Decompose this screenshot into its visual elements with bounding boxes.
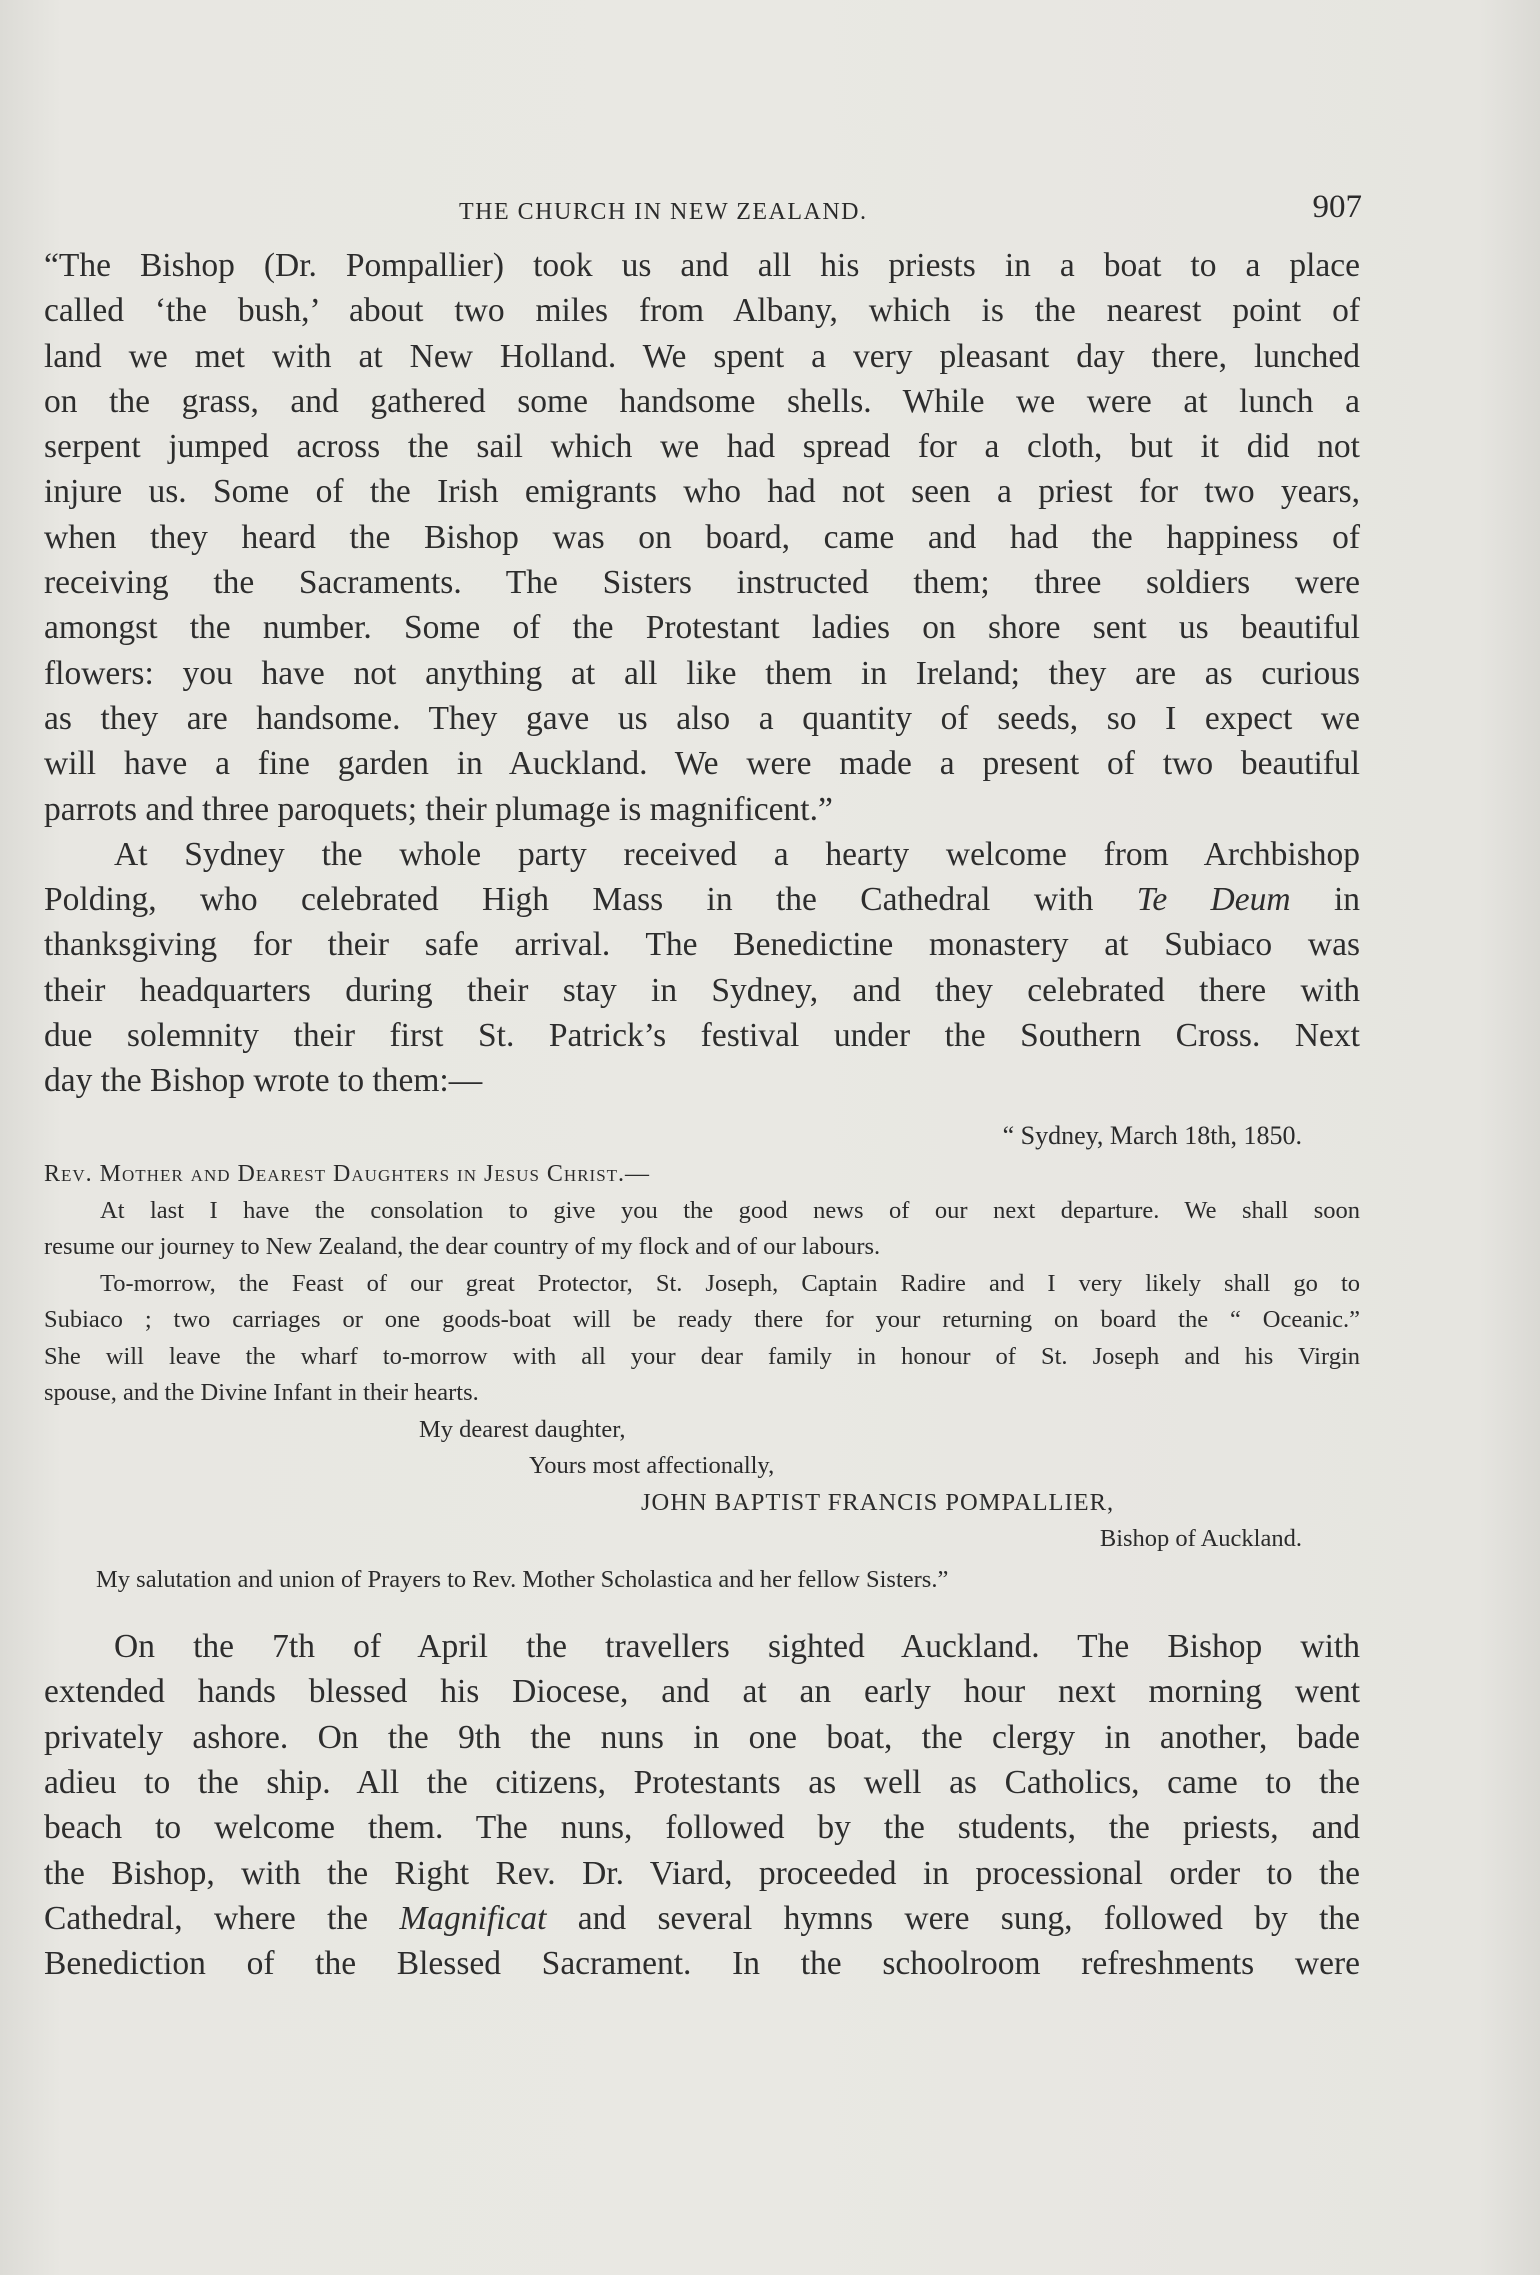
text-line: injure us. Some of the Irish emigrants who had not seen a priest for two years, (44, 473, 1360, 511)
text-line: when they heard the Bishop was on board, came and had the happiness of (44, 518, 1360, 556)
text-line: on the grass, and gathered some handsome shells. While we were at lunch a (44, 382, 1360, 420)
letter-salutation: Rev. Mother and Dearest Daughters in Jesus Christ.— (44, 1161, 651, 1188)
text-line: beach to welcome them. The nuns, followed by the students, the priests, and (44, 1809, 1360, 1847)
text-line: thanksgiving for their safe arrival. The Benedictine monastery at Subiaco was (44, 926, 1360, 964)
italic-te-deum: Te Deum (1136, 881, 1291, 919)
text-line: amongst the number. Some of the Protestant ladies on shore sent us beautiful (44, 609, 1360, 647)
text-line: as they are handsome. They gave us also a quantity of seeds, so I expect we (44, 699, 1360, 737)
letter-signature: JOHN BAPTIST FRANCIS POMPALLIER, (641, 1488, 1115, 1516)
letter-postscript: My salutation and union of Prayers to Rev. Mother Scholastica and her fellow Sisters.” (96, 1565, 949, 1593)
text-line: “The Bishop (Dr. Pompallier) took us and all his priests in a boat to a place (44, 247, 1360, 284)
text-line: On the 7th of April the travellers sighted Auckland. The Bishop with (114, 1628, 1360, 1666)
text-line: receiving the Sacraments. The Sisters instructed them; three soldiers were (44, 564, 1360, 602)
text-line: will have a fine garden in Auckland. We were made a present of two beautiful (44, 745, 1360, 783)
text-run: in (1290, 881, 1361, 919)
text-run: Polding, who celebrated High Mass in the Cathedral with (44, 881, 1137, 919)
page-number: 907 (1312, 189, 1362, 225)
letter-line: To-morrow, the Feast of our great Protector, St. Joseph, Captain Radire and I very likely shall go to (100, 1269, 1360, 1297)
text-line: due solemnity their first St. Patrick’s festival under the Southern Cross. Next (44, 1017, 1360, 1055)
text-line: serpent jumped across the sail which we had spread for a cloth, but it did not (44, 428, 1360, 466)
text-line: Benediction of the Blessed Sacrament. In the schoolroom refreshments were (44, 1945, 1360, 1983)
text-line: their headquarters during their stay in Sydney, and they celebrated there with (44, 971, 1360, 1009)
paragraph-quote-albany (44, 243, 1360, 832)
letter-line: spouse, and the Divine Infant in their hearts. (44, 1379, 479, 1407)
letter-closing: My dearest daughter, (419, 1415, 626, 1443)
letter-line: At last I have the consolation to give you the good news of our next departure. We shall soon (100, 1196, 1360, 1224)
letter-line: resume our journey to New Zealand, the dear country of my flock and of our labours. (44, 1233, 881, 1261)
bishop-letter (44, 1118, 1360, 1599)
text-line: extended hands blessed his Diocese, and at an early hour next morning went (44, 1673, 1360, 1711)
text-line: called ‘the bush,’ about two miles from Albany, which is the nearest point of (44, 292, 1360, 330)
letter-line: She will leave the wharf to-morrow with all your dear family in honour of St. Joseph and his Virgin (44, 1342, 1360, 1370)
paragraph-auckland (44, 1624, 1360, 1986)
text-line: At Sydney the whole party received a hearty welcome from Archbishop (114, 835, 1360, 873)
letter-line: Subiaco ; two carriages or one goods-boat will be ready there for your returning on board the “ Oceanic.” (44, 1306, 1360, 1334)
text-run: and several hymns were sung, followed by the (546, 1899, 1361, 1937)
letter-signatory-title: Bishop of Auckland. (1099, 1525, 1302, 1553)
page-header (44, 185, 1360, 243)
book-page (44, 185, 1360, 1987)
text-line (44, 1896, 1360, 1941)
text-line (44, 877, 1360, 922)
text-line: the Bishop, with the Right Rev. Dr. Viard, proceeded in processional order to the (44, 1854, 1360, 1892)
letter-dateline: “ Sydney, March 18th, 1850. (1002, 1120, 1302, 1150)
text-line: land we met with at New Holland. We spent a very pleasant day there, lunched (44, 337, 1360, 375)
text-run: Cathedral, where the (44, 1899, 400, 1937)
italic-magnificat: Magnificat (399, 1899, 547, 1937)
letter-closing: Yours most affectionally, (529, 1452, 775, 1480)
paragraph-sydney (44, 832, 1360, 1104)
text-line: flowers: you have not anything at all like them in Ireland; they are as curious (44, 654, 1360, 692)
text-line: adieu to the ship. All the citizens, Protestants as well as Catholics, came to the (44, 1764, 1360, 1802)
running-head: THE CHURCH IN NEW ZEALAND. (459, 199, 868, 225)
text-line: day the Bishop wrote to them:— (44, 1062, 483, 1100)
text-line: parrots and three paroquets; their plumage is magnificent.” (44, 790, 833, 828)
text-line: privately ashore. On the 9th the nuns in one boat, the clergy in another, bade (44, 1718, 1360, 1756)
